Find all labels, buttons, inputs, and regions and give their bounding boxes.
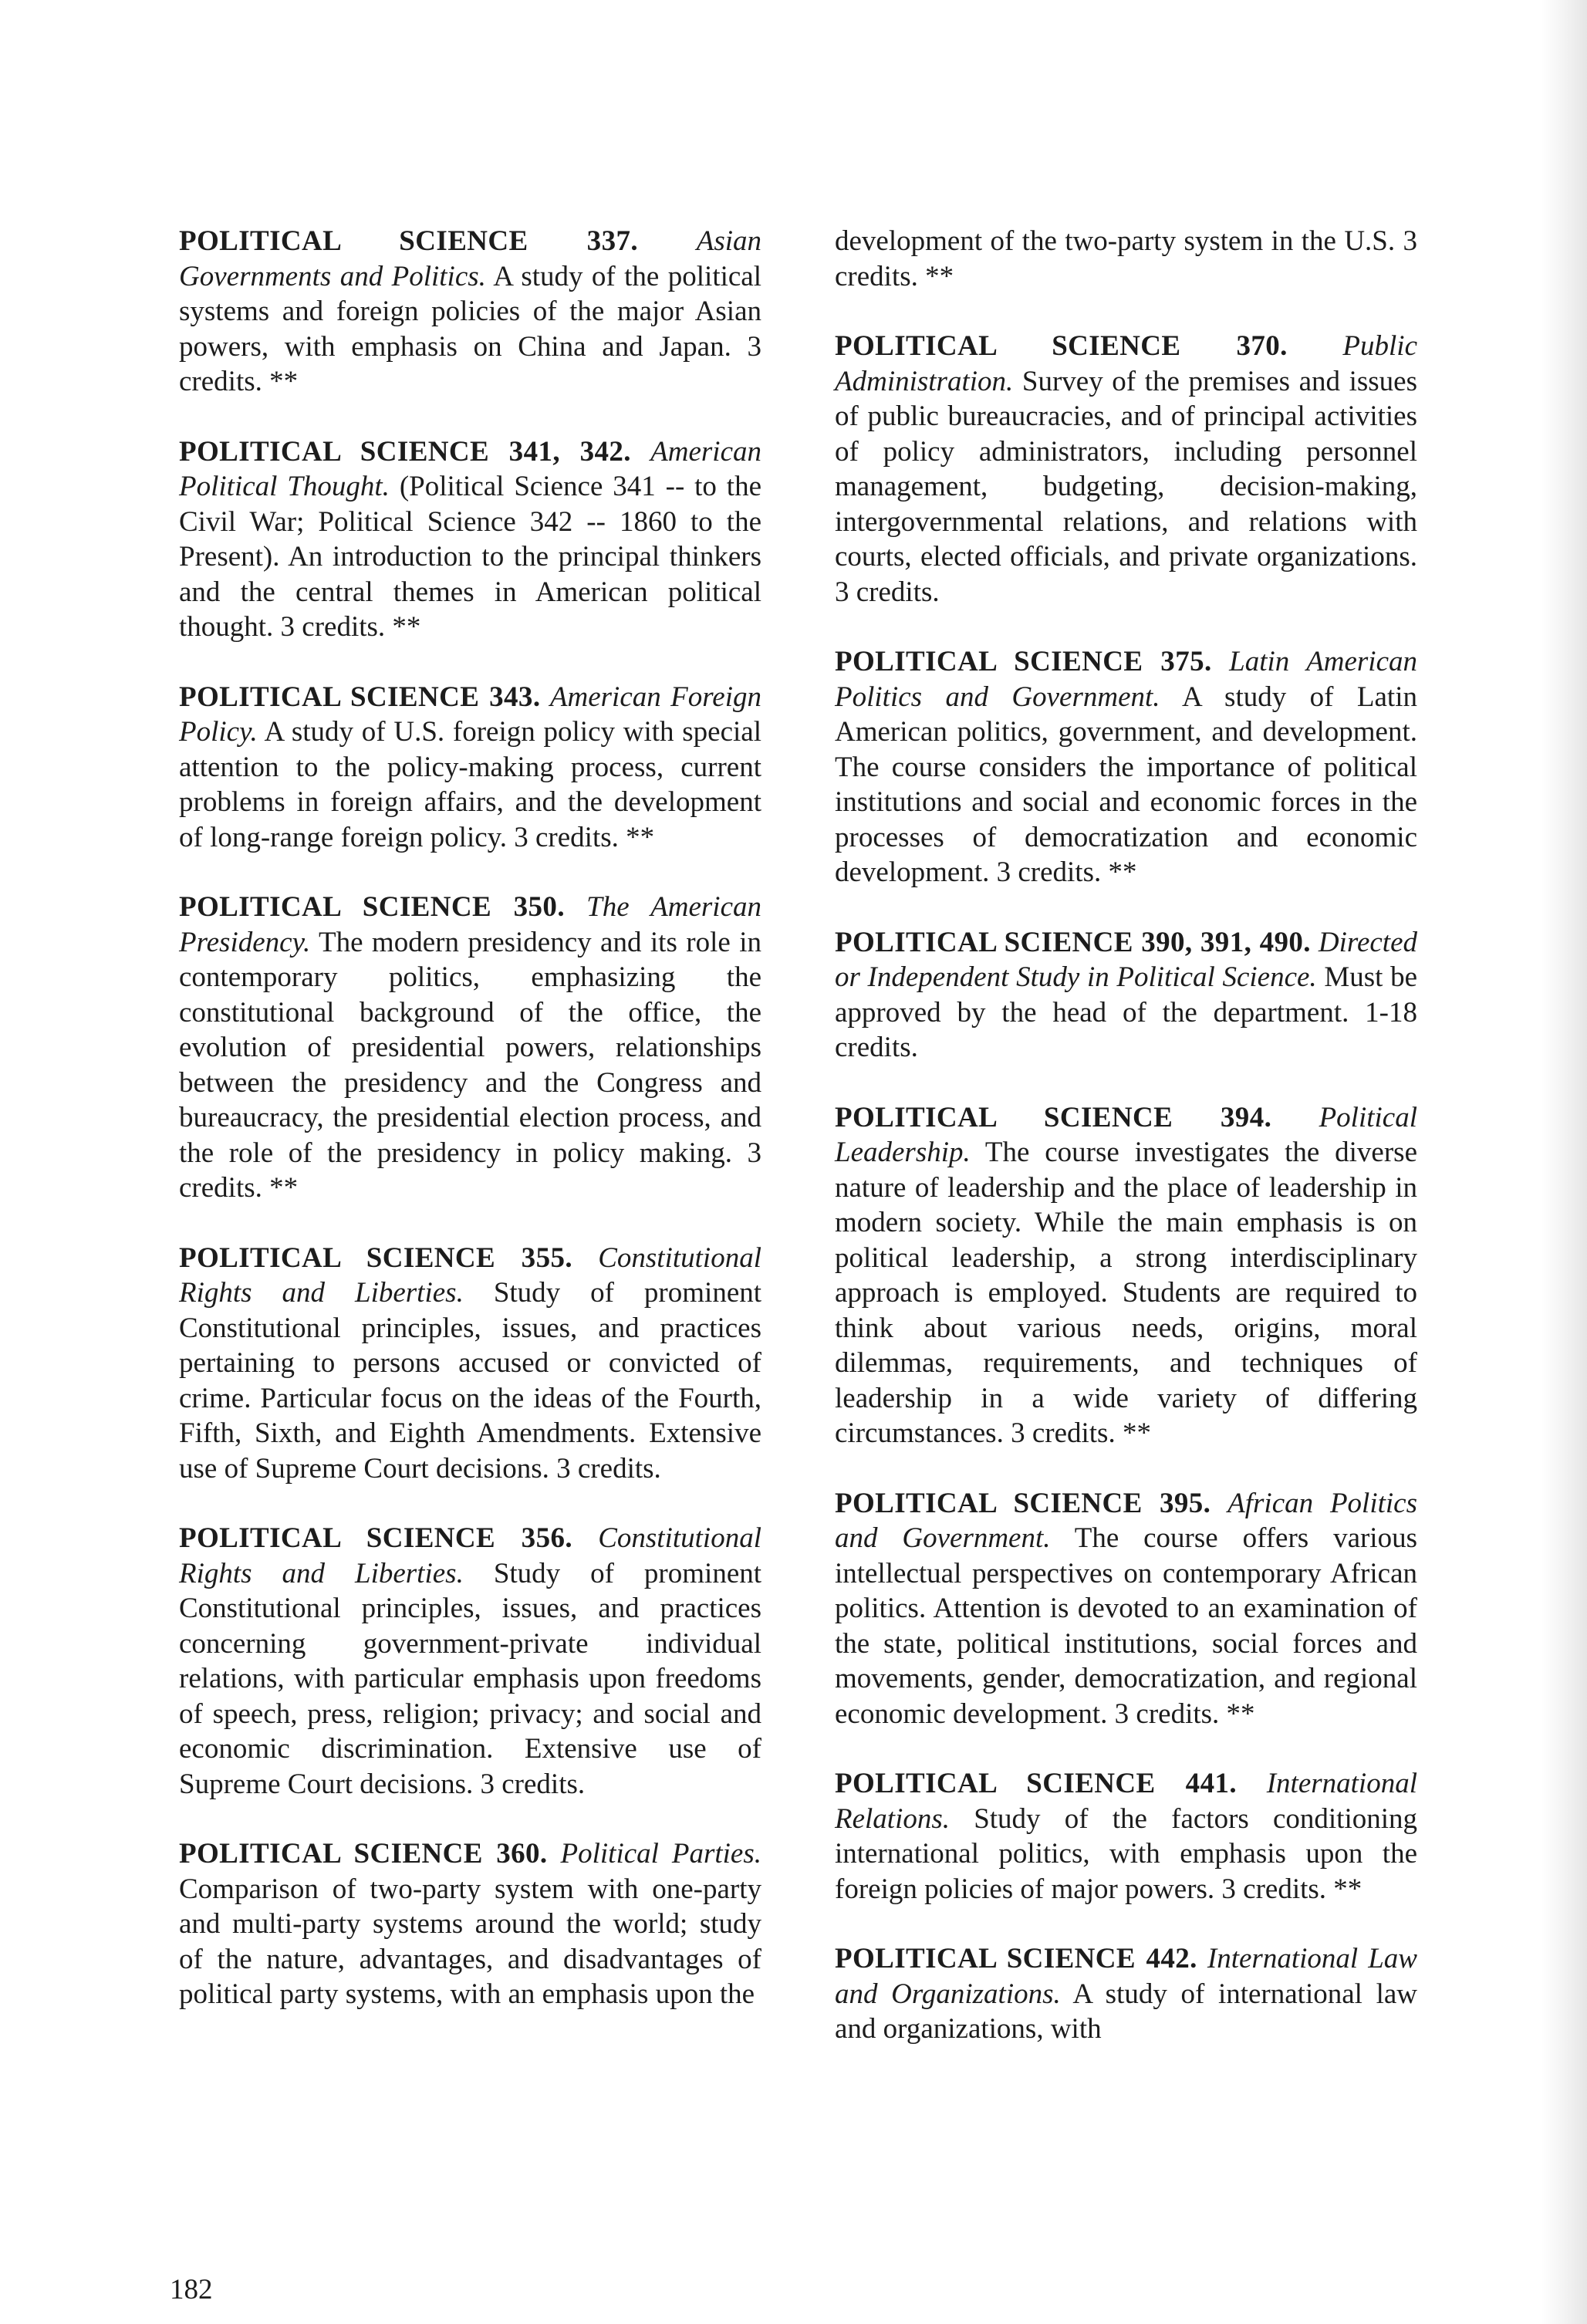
course-code: POLITICAL SCIENCE 395. xyxy=(835,1487,1211,1519)
course-code: POLITICAL SCIENCE 350. xyxy=(179,891,565,923)
course-entry xyxy=(179,1241,761,1487)
course-description: (Political Science 341 -- to the Civil War; Political Science 342 -- 1860 to the Present). An introduction to the principal thinkers and the central themes in American political thought. 3 credits. ** xyxy=(179,471,762,643)
course-title: Public Administration. xyxy=(835,330,1417,397)
left-column xyxy=(179,224,761,2047)
right-column xyxy=(835,224,1417,2082)
course-code: POLITICAL SCIENCE 442. xyxy=(835,1943,1197,1974)
course-code: POLITICAL SCIENCE 441. xyxy=(835,1768,1238,1799)
course-code: POLITICAL SCIENCE 394. xyxy=(835,1101,1272,1133)
course-code: POLITICAL SCIENCE 343. xyxy=(179,681,541,713)
course-title: Latin American Politics and Government. xyxy=(835,646,1417,713)
course-description: development of the two-party system in the U.S. 3 credits. ** xyxy=(835,225,1417,292)
course-entry xyxy=(835,1100,1417,1451)
course-code: POLITICAL SCIENCE 355. xyxy=(179,1241,573,1274)
course-title: Political Leadership. xyxy=(835,1101,1417,1168)
course-description: Study of prominent Constitutional principles, issues, and practices pertaining to persons accused or convicted of crime. Particular focus on the ideas of the Fourth, Fifth, Sixth, and Eighth Amendments. Extensive use of Supreme Court decisions. 3 credits. xyxy=(179,1277,762,1485)
course-code: POLITICAL SCIENCE 356. xyxy=(179,1522,573,1554)
course-entry xyxy=(179,1836,761,2012)
course-title: International Law and Organizations. xyxy=(835,1943,1417,2010)
course-title: Constitutional Rights and Liberties. xyxy=(179,1241,761,1309)
course-title: Asian Governments and Politics. xyxy=(179,225,761,292)
course-description: Study of prominent Constitutional principles, issues, and practices concerning government-private individual relations, with particular emphasis upon freedoms of speech, press, religion; privacy; and social and economic discrimination. Extensive use of Supreme Court decisions. 3 credits. xyxy=(179,1557,762,1800)
course-title: International Relations. xyxy=(835,1768,1417,1835)
course-entry xyxy=(835,1766,1417,1907)
course-entry xyxy=(179,434,761,645)
course-description: Comparison of two-party system with one-party and multi-party systems around the world; study of the nature, advantages, and disadvantages of political party systems, with an emphasis upon the xyxy=(179,1873,761,2010)
course-code: POLITICAL SCIENCE 370. xyxy=(835,330,1288,362)
course-title: Political Parties. xyxy=(560,1838,761,1870)
course-description: A study of U.S. foreign policy with special attention to the policy-making process, current problems in foreign affairs, and the development of long-range foreign policy. 3 credits. ** xyxy=(179,716,761,853)
course-entry xyxy=(179,1521,761,1802)
course-code: POLITICAL SCIENCE 375. xyxy=(835,646,1212,677)
course-code: POLITICAL SCIENCE 390, 391, 490. xyxy=(835,926,1311,958)
course-entry xyxy=(179,680,761,856)
course-description: A study of Latin American politics, government, and development. The course considers the importance of political institutions and social and economic forces in the processes of democratization and economic development. 3 credits. ** xyxy=(835,681,1417,888)
course-code: POLITICAL SCIENCE 360. xyxy=(179,1838,548,1870)
course-description: Survey of the premises and issues of public bureaucracies, and of principal activities of policy administrators, including personnel management, budgeting, decision-making, intergovernmental relations, and relations with courts, elected officials, and private organizations. 3 credits. xyxy=(835,365,1417,608)
course-code: POLITICAL SCIENCE 341, 342. xyxy=(179,435,631,468)
course-entry xyxy=(835,644,1417,890)
course-title: American Political Thought. xyxy=(179,435,761,502)
course-description: Study of the factors conditioning international politics, with emphasis upon the foreign policies of major powers. 3 credits. ** xyxy=(835,1802,1418,1905)
course-description: The modern presidency and its role in contemporary politics, emphasizing the constitutional background of the office, the evolution of presidential powers, relationships between the presidency and the Congress and bureaucracy, the presidential election process, and the role of the presidency in policy making. 3 credits. ** xyxy=(179,926,762,1204)
course-entry xyxy=(179,890,761,1206)
course-entry xyxy=(835,1486,1417,1732)
course-description: A study of international law and organizations, with xyxy=(835,1978,1417,2045)
course-entry xyxy=(835,1941,1417,2047)
course-title: African Politics and Government. xyxy=(835,1487,1417,1554)
course-title: American Foreign Policy. xyxy=(179,681,761,748)
course-title: Constitutional Rights and Liberties. xyxy=(179,1522,761,1589)
course-description: The course investigates the diverse nature of leadership and the place of leadership in modern society. While the main emphasis is on political leadership, a strong interdisciplinary approach is employed. Students are required to think about various needs, origins, moral dilemmas, requirements, and techniques of leadership in a wide variety of differing circumstances. 3 credits. ** xyxy=(835,1137,1417,1449)
course-entry xyxy=(179,224,761,400)
course-title: The American Presidency. xyxy=(179,891,761,958)
course-entry xyxy=(835,329,1417,610)
course-title: Directed or Independent Study in Political Science. xyxy=(835,926,1417,993)
course-code: POLITICAL SCIENCE 337. xyxy=(179,225,639,257)
course-entry xyxy=(835,925,1417,1066)
spine-shadow xyxy=(1541,0,1587,2324)
course-entry-continued xyxy=(835,224,1417,294)
course-description: The course offers various intellectual perspectives on contemporary African politics. Attention is devoted to an examination of the state, political institutions, social forces and movements, gender, democratization, and regional economic development. 3 credits. ** xyxy=(835,1522,1417,1730)
course-description: Must be approved by the head of the department. 1-18 credits. xyxy=(835,961,1418,1063)
page-number: 182 xyxy=(170,2274,213,2305)
course-description: A study of the political systems and foreign policies of the major Asian powers, with emphasis on China and Japan. 3 credits. ** xyxy=(179,260,762,397)
